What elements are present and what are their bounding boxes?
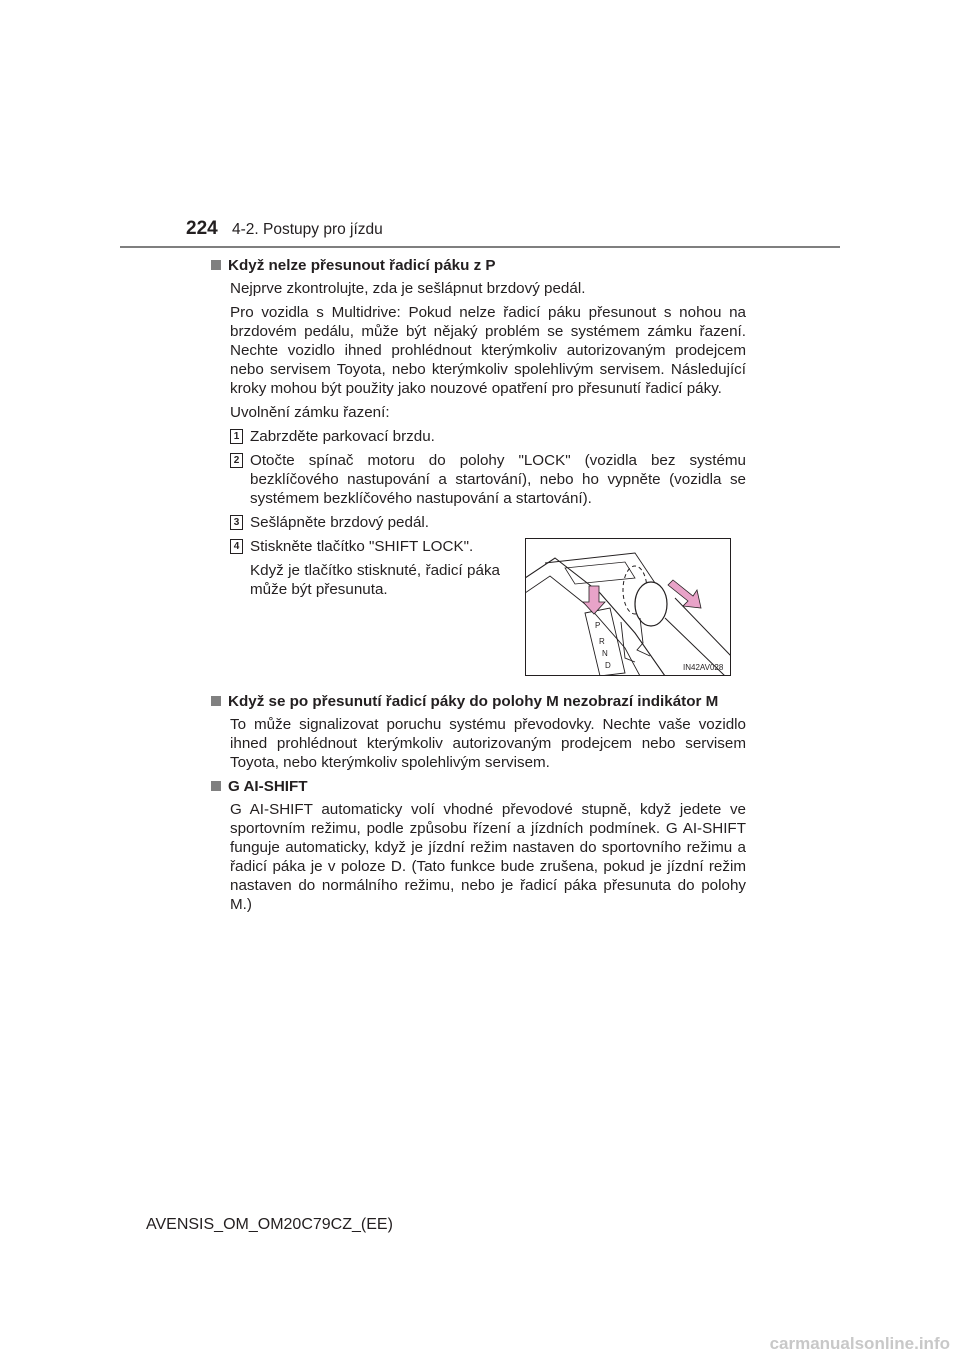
- svg-text:D: D: [605, 661, 611, 670]
- step-item: 2 Otočte spínač motoru do polohy "LOCK" (vozidla bez systému bezklíčového nastupování a startování), nebo ho vypněte (vozidla se systémem bezklíčového nastupování a startování).: [230, 451, 746, 508]
- paragraph: Pro vozidla s Multidrive: Pokud nelze řadicí páku přesunout s nohou na brzdovém pedálu, může být nějaký problém se systémem zámku řazení. Nechte vozidlo ihned prohlédnout kterýmkoliv autorizovaným prodejcem nebo servisem Toyota, nebo kterýmkoliv spolehlivým servisem. Následující kroky mohou být použity jako nouzové opatření pro přesunutí řadicí páky.: [230, 304, 746, 397]
- header-rule: [120, 246, 840, 248]
- footer-doc-code: AVENSIS_OM_OM20C79CZ_(EE): [146, 1216, 393, 1233]
- watermark: carmanualsonline.info: [769, 1334, 950, 1353]
- paragraph: G AI-SHIFT automaticky volí vhodné převodové stupně, když jedete ve sportovním režimu, podle způsobu řízení a jízdních podmínek. G AI-SHIFT funguje automaticky, když je jízdní režim nastaven do sportovního režimu a řadicí páka je v poloze D. (Tato funkce bude zrušena, pokud je jízdní režim nastaven do normálního režimu, nebo je řadicí páka přesunuta do polohy M.): [230, 801, 746, 913]
- section-heading: Když nelze přesunout řadicí páku z P: [210, 256, 746, 275]
- step-number: 4: [230, 539, 243, 554]
- step-number: 1: [230, 429, 243, 444]
- step-number: 2: [230, 453, 243, 468]
- step-item: 1 Zabrzděte parkovací brzdu.: [230, 427, 746, 446]
- svg-text:N: N: [602, 649, 608, 658]
- step-item: 3 Sešlápněte brzdový pedál.: [230, 513, 746, 532]
- step-with-illustration: [210, 537, 746, 683]
- step-number: 3: [230, 515, 243, 530]
- step-note: Když je tlačítko stisknuté, řadicí páka může být přesunuta.: [250, 562, 500, 598]
- square-bullet-icon: [211, 781, 221, 791]
- svg-text:P: P: [595, 621, 601, 630]
- paragraph: To může signalizovat poruchu systému převodovky. Nechte vaše vozidlo ihned prohlédnout kterýmkoliv autorizovaným prodejcem nebo servisem Toyota, nebo kterýmkoliv spolehlivým servisem.: [230, 716, 746, 771]
- paragraph: Uvolnění zámku řazení:: [230, 404, 390, 421]
- illustration-code: IN42AV028: [683, 663, 724, 672]
- section-heading: Když se po přesunutí řadicí páky do polohy M nezobrazí indikátor M: [210, 692, 746, 711]
- section-heading: G AI-SHIFT: [210, 777, 746, 796]
- square-bullet-icon: [211, 260, 221, 270]
- square-bullet-icon: [211, 696, 221, 706]
- step-item: 4 Stiskněte tlačítko "SHIFT LOCK". Když je tlačítko stisknuté, řadicí páka může být přesunuta.: [230, 537, 500, 599]
- shift-lock-illustration: [525, 538, 731, 676]
- section-title: 4-2. Postupy pro jízdu: [232, 221, 383, 238]
- page-number: 224: [186, 218, 218, 239]
- content: [210, 256, 746, 919]
- paragraph: Nejprve zkontrolujte, zda je sešlápnut brzdový pedál.: [230, 280, 586, 297]
- svg-text:R: R: [599, 637, 605, 646]
